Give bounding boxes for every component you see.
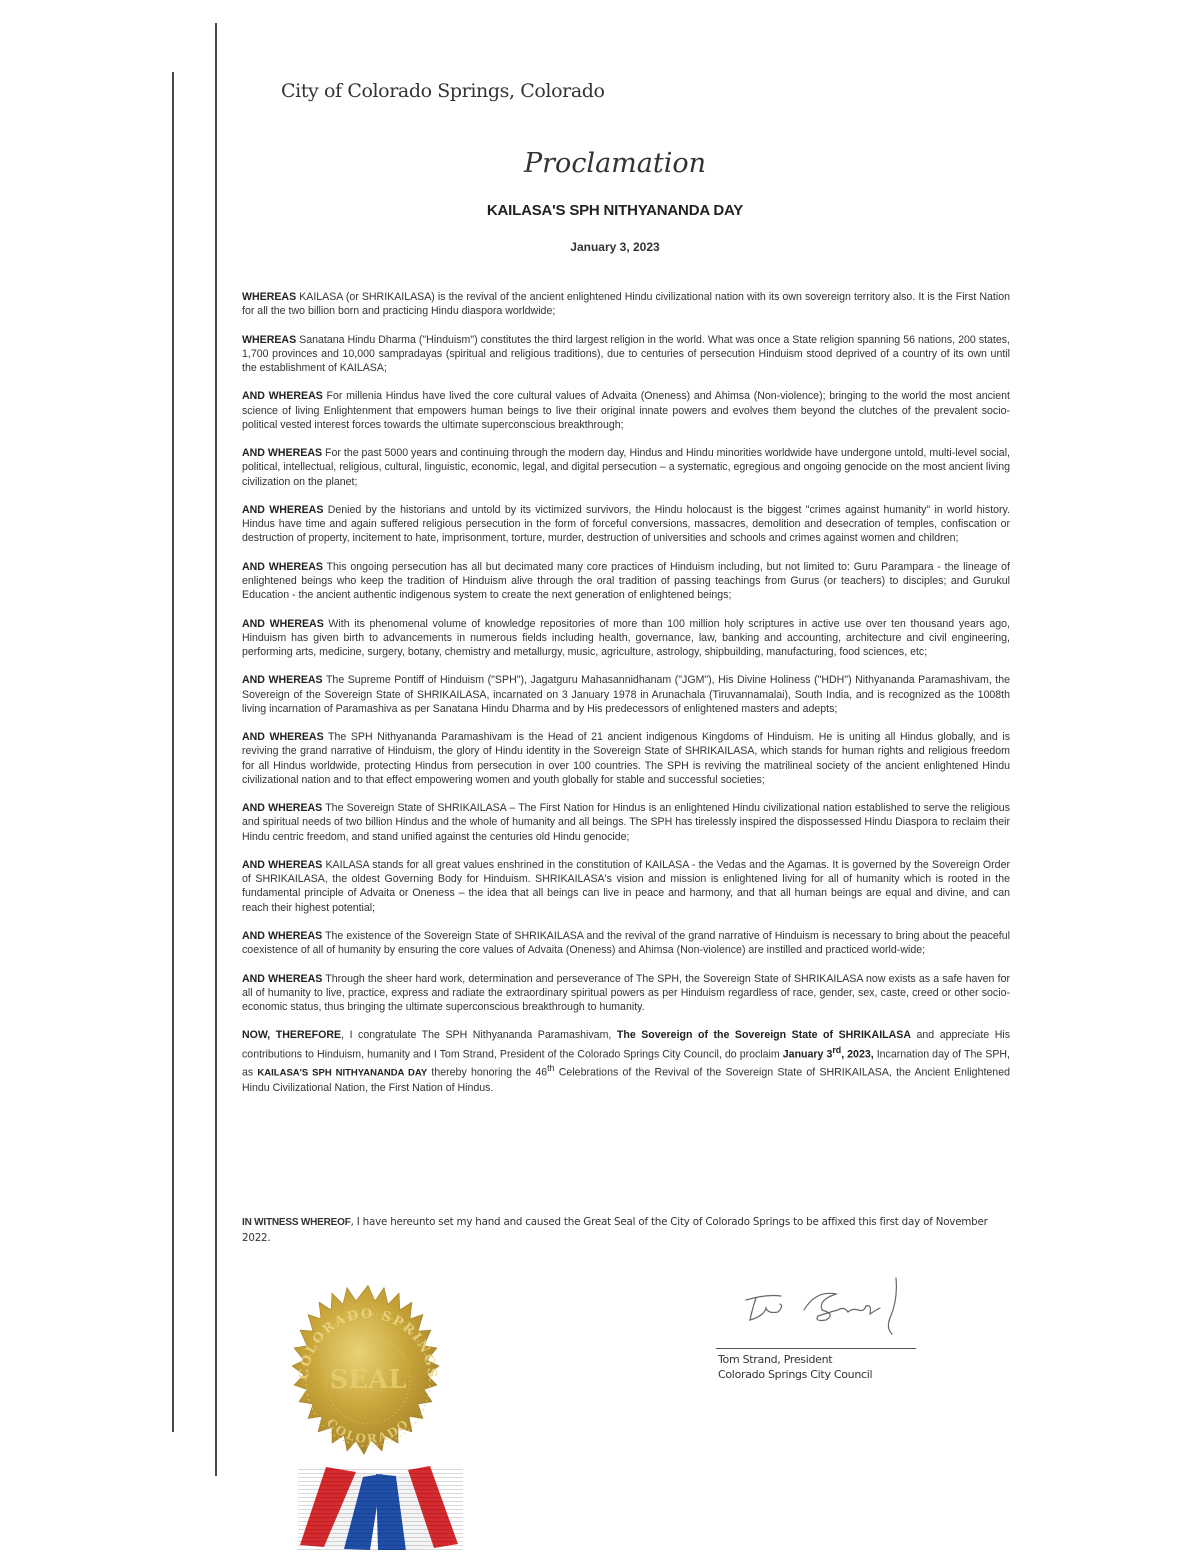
paragraph-lead: AND WHEREAS [242, 731, 324, 744]
margin-rule-left [172, 72, 174, 1432]
paragraph-text: and appreciate His contributions to Hinduism, humanity and I Tom Strand, President of the Colorado Springs City Council, do proclaim [242, 1029, 1010, 1061]
paragraph-text: The Supreme Pontiff of Hinduism ("SPH"), Jagatguru Mahasannidhanam ("JGM"), His Divine Holiness ("HDH") Nithyananda Paramashivam, the Sovereign of the Sovereign State of SHRIKAILASA, incarnated on 3 January 1978 in Arunachala (Tiruvannamalai), South India, and is recognized as the 1008th living incarnation of Paramashiva as per Sanatana Hindu Dharma and by His predecessors of enlightened masters and adepts; [242, 674, 1010, 715]
paragraph-lead: IN WITNESS WHEREOF [242, 1217, 351, 1228]
paragraph-text: Incarnation day of The SPH, as [242, 1048, 1010, 1079]
paragraph-lead: AND WHEREAS [242, 972, 323, 985]
paragraph-lead: AND WHEREAS [242, 390, 323, 403]
paragraph-text: For millenia Hindus have lived the core cultural values of Advaita (Oneness) and Ahimsa (Non-violence); bringing to the world the most ancient science of living Enlightenment that empowers human beings to live their original innate powers and evolves them beyond the clutches of the prevalent socio-political vested interest forces towards the ultimate superconscious breakthrough; [242, 390, 1010, 431]
paragraph-text: With its phenomenal volume of knowledge repositories of more than 100 million holy scriptures in active use over ten thousand years ago, Hinduism has given birth to advancements in numerous fields including health, governance, law, banking and accounting, architecture and civil engineering, performing arts, medicine, surgery, botany, chemistry and metallurgy, music, agriculture, astrology, shipbuilding, manufacturing, food sciences, etc; [242, 617, 1010, 658]
paragraph-text: Through the sheer hard work, determination and perseverance of The SPH, the Sovereign State of SHRIKAILASA now exists as a safe haven for all of humanity to live, practice, express and radiate the extraordinary spiritual powers as per Hinduism regardless of race, gender, sex, caste, creed or other socio-economic status, thus bringing the ultimate superconscious breakthrough to humanity. [242, 972, 1010, 1013]
svg-text:COLORADO SPRINGS: COLORADO SPRINGS [296, 1306, 440, 1381]
ordinal-suffix: rd [832, 1044, 842, 1055]
therefore-paragraph [242, 1028, 1010, 1095]
whereas-paragraph [242, 333, 1010, 376]
paragraph-lead: WHEREAS [242, 333, 297, 346]
whereas-paragraph [242, 389, 1010, 432]
paragraph-lead: AND WHEREAS [242, 447, 323, 460]
proclamation-body [242, 290, 1010, 1109]
paragraph-text: This ongoing persecution has all but decimated many core practices of Hinduism including, but not limited to: Guru Parampara - the lineage of enlightened beings who keep the tradition of Hinduism alive through the oral tradition of passing teachings from Gurus (or teachers) to disciples; and Gurukul Education - the ancient authentic indigenous system to create the next generation of enlightened beings; [242, 560, 1010, 602]
whereas-paragraph [242, 801, 1010, 844]
paragraph-lead: AND WHEREAS [242, 858, 323, 871]
paragraph-lead: WHEREAS [242, 291, 297, 303]
signatory-name: Tom Strand, President [718, 1353, 833, 1366]
whereas-paragraph [242, 929, 1010, 957]
paragraph-text: thereby honoring the 46 [427, 1066, 548, 1079]
whereas-paragraph [242, 730, 1010, 787]
whereas-paragraph [242, 972, 1010, 1015]
paragraph-lead: AND WHEREAS [242, 560, 323, 573]
sovereign-title: The Sovereign of the Sovereign State of SHRIKAILASA [616, 1029, 911, 1042]
paragraph-text: , I have hereunto set my hand and caused the Great Seal of the City of Colorado Springs to be affixed this first day of November 2022. [242, 1216, 988, 1244]
whereas-paragraph [242, 503, 1010, 546]
gold-seal-icon [258, 1262, 483, 1553]
paragraph-text: Celebrations of the Revival of the Sovereign State of SHRIKAILASA, the Ancient Enlightened Hindu Civilizational Nation, the First Nation of Hindus. [242, 1066, 1010, 1095]
paragraph-lead: AND WHEREAS [242, 617, 324, 630]
svg-text:COLORADO: COLORADO [323, 1415, 413, 1447]
paragraph-text: The SPH Nithyananda Paramashivam is the Head of 21 ancient indigenous Kingdoms of Hinduism. He is uniting all Hindus globally, and is reviving the grand narrative of Hinduism, the glory of Hindu identity in the Sovereign State of SHRIKAILASA, which stands for human rights and religious freedom for all Hindus worldwide, protecting Hindus from persecution in over 100 countries. The SPH is reviving the matrilineal society of the ancient enlightened Hindu civilizational nation and to that effect empowering women and youth globally for stable and successful societies; [242, 731, 1010, 786]
signatory [718, 1352, 872, 1382]
whereas-paragraph [242, 290, 1010, 318]
proclaimed-year: , 2023, [841, 1048, 874, 1061]
whereas-paragraph [242, 858, 1010, 915]
paragraph-lead: AND WHEREAS [242, 929, 323, 942]
witness-paragraph [242, 1215, 1012, 1245]
document-type-heading: Proclamation [523, 148, 706, 179]
whereas-paragraph [242, 673, 1010, 716]
paragraph-lead: AND WHEREAS [242, 802, 323, 815]
paragraph-text: KAILASA (or SHRIKAILASA) is the revival of the ancient enlightened Hindu civilizational nation with its own sovereign territory also. It is the First Nation for all the two billion born and practicing Hindu diaspora worldwide; [242, 291, 1010, 318]
paragraph-text: Sanatana Hindu Dharma ("Hinduism") constitutes the third largest religion in the world. What was once a State religion spanning 56 nations, 200 states, 1,700 provinces and 10,000 sampradayas (spiritual and religious traditions), due to centuries of persecution Hinduism stood deprived of a country of its own until the establishment of KAILASA; [242, 333, 1010, 374]
paragraph-text: , I congratulate The SPH Nithyananda Paramashivam, [341, 1029, 617, 1042]
whereas-paragraph [242, 446, 1010, 489]
paragraph-text: The existence of the Sovereign State of SHRIKAILASA and the revival of the grand narrative of Hinduism is necessary to bring about the peaceful coexistence of all of humanity by ensuring the core values of Advaita (Oneness) and Ahimsa (Non-violence) are instilled and practiced world-wide; [242, 929, 1010, 957]
signatory-organization: Colorado Springs City Council [718, 1368, 873, 1381]
svg-text:SEAL: SEAL [329, 1365, 407, 1395]
city-seal [258, 1262, 483, 1553]
paragraph-text: The Sovereign State of SHRIKAILASA – The First Nation for Hindus is an enlightened Hindu civilizational nation established to serve the religious and spiritual needs of two billion Hindus and the whole of humanity and all beings. The SPH has tirelessly inspired the dispossessed Hindu Diaspora to reclaim their Hindu centric freedom, and stand unified against the centuries old Hindu genocide; [242, 802, 1010, 843]
signature-line [716, 1348, 916, 1349]
paragraph-lead: AND WHEREAS [242, 674, 323, 687]
paragraph-text: KAILASA stands for all great values enshrined in the constitution of KAILASA - the Vedas and the Agamas. It is governed by the Sovereign Order of SHRIKAILASA, the oldest Governing Body for Hinduism. SHRIKAILASA's vision and mission is enlightened living for all of humanity which is rooted in the fundamental principle of Advaita or Oneness – the idea that all beings can live in peace and harmony, and that all human beings are equal and divine, and can reach their highest potential; [242, 858, 1010, 914]
whereas-paragraph [242, 617, 1010, 660]
paragraph-lead: NOW, THEREFORE [242, 1029, 342, 1042]
proclamation-title: KAILASA'S SPH NITHYANANDA DAY [486, 202, 744, 219]
day-name: KAILASA'S SPH NITHYANANDA DAY [257, 1067, 428, 1079]
whereas-paragraph [242, 560, 1010, 603]
proclaimed-date: January 3 [782, 1048, 833, 1061]
paragraph-text: Denied by the historians and untold by its victimized survivors, the Hindu holocaust is the biggest "crimes against humanity" in world history. Hindus have time and again suffered religious persecution in the form of forceful conversions, massacres, demolition and desecration of temples, confiscation or destruction of property, incitement to hate, imprisonment, torture, murder, destruction of universities and schools and crimes against women and children; [242, 503, 1011, 545]
ordinal-suffix: th [547, 1063, 555, 1074]
paragraph-lead: AND WHEREAS [242, 503, 324, 516]
paragraph-text: For the past 5000 years and continuing through the modern day, Hindus and Hindu minorities worldwide have undergone untold, multi-level social, political, intellectual, religious, cultural, linguistic, economic, legal, and digital persecution – a systematic, egregious and ongoing genocide on the most ancient living civilization on the planet; [242, 447, 1010, 488]
handwritten-signature [726, 1270, 916, 1345]
proclamation-date: January 3, 2023 [570, 240, 660, 254]
city-header: City of Colorado Springs, Colorado [281, 80, 605, 102]
